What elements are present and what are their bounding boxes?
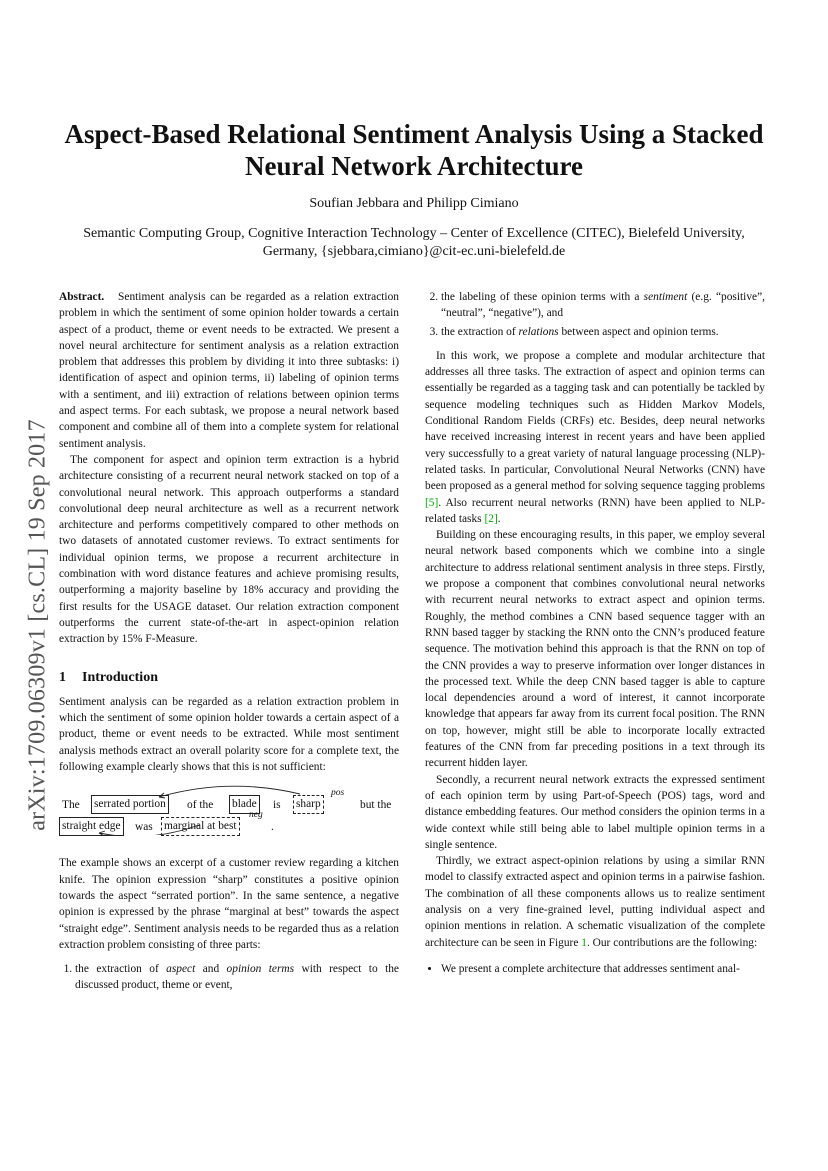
intro-paragraph-2: The example shows an excerpt of a customer review regarding a kitchen knife. The opinion expression “sharp” constitutes a positive opinion towards the aspect “serrated portion”. In the same sentence, a negative opinion is expressed by the phrase “marginal at best” towards the aspect “straight edge”. Sentiment analysis needs to be regarded thus as a relation extraction problem consisting of three parts: <box>59 857 399 951</box>
citation-2[interactable]: [2] <box>484 512 498 525</box>
ex-label-pos: pos <box>331 788 345 799</box>
ex-aspect-straight-edge: straight edge <box>59 817 124 835</box>
task-list-start <box>59 961 399 994</box>
left-column <box>59 289 399 996</box>
section-heading-introduction: 1 Introduction <box>59 669 158 685</box>
ex-aspect-blade: blade <box>229 795 260 813</box>
abstract-text-1: Sentiment analysis can be regarded as a relation extraction problem in which the sentiment of some opinion holder towards a certain aspect of a product, theme or event needs to be extracted. We present a novel neural architecture for sentiment analysis as a relation extraction problem that addresses this problem by dividing it into three subtasks: i) identification of aspect and opinion terms, ii) labeling of opinion terms with a sentiment, and iii) extraction of relations between opinion terms and aspect terms. For each subtask, we propose a neural network based component and combine all of them into a complete system for relational sentiment analysis. <box>59 291 399 450</box>
ex-word-was: was <box>135 821 153 834</box>
ex-label-neg: neg <box>249 810 263 821</box>
right-paragraph-3: Secondly, a recurrent neural network extracts the expressed sentiment of each opinion term by using Part-of-Speech (POS) tags, word and distance embedding features. Our method considers the opinion terms in a wide context while still being able to label multiple opinion terms in a single sentence. <box>425 773 765 851</box>
right-column <box>425 289 765 979</box>
task-list-item-3: 3. the extraction of relations between aspect and opinion terms. <box>441 324 765 340</box>
ex-period: . <box>271 821 274 834</box>
abstract-label: Abstract. <box>59 291 105 303</box>
ex-word-the: The <box>62 799 80 812</box>
ex-word-of-the: of the <box>187 799 214 812</box>
task-list-item-2: 2. the labeling of these opinion terms with a sentiment (e.g. “positive”, “neutral”, “negative”), and <box>441 289 765 322</box>
ex-opinion-marginal: marginal at best <box>161 817 240 835</box>
authors: Soufian Jebbara and Philipp Cimiano <box>309 196 519 211</box>
contribution-item-1: • We present a complete architecture that addresses sentiment anal- <box>441 961 765 977</box>
affiliation: Semantic Computing Group, Cognitive Interaction Technology – Center of Excellence (CITEC), Bielefeld University, Germany, {sjebbara,cimiano}@cit-ec.uni-bielefeld.de <box>83 226 745 259</box>
ex-word-but-the: but the <box>360 799 392 812</box>
arxiv-watermark: arXiv:1709.06309v1 [cs.CL] 19 Sep 2017 <box>24 419 50 831</box>
abstract-paragraph <box>59 289 399 452</box>
ex-aspect-serrated-portion: serrated portion <box>91 795 169 813</box>
abstract-text-2: The component for aspect and opinion term extraction is a hybrid architecture consisting of a recurrent neural network stacked on top of a convolutional neural network. This approach outperforms a standard convolutional deep neural architecture as well as a recurrent network architecture and performs competitively compared to other methods on two datasets of annotated customer reviews. To extract sentiments for individual opinion terms, we propose a recurrent architecture in combination with word distance features and achieve promising results, outperforming a majority baseline by 18% accuracy and providing the first results for the USAGE dataset. Our relation extraction component outperforms the current state-of-the-art in aspect-opinion relation extraction by 15% F-Measure. <box>59 453 399 646</box>
ex-opinion-sharp: sharp <box>293 795 324 813</box>
intro-paragraph-1: Sentiment analysis can be regarded as a relation extraction problem in which the sentiment of some opinion holder towards a certain aspect of a product, theme or event needs to be extracted. While most sentiment analysis methods extract an overall polarity score for a complete text, the following example clearly shows that this is not sufficient: <box>59 695 399 774</box>
ex-word-is: is <box>273 799 281 812</box>
paper-title: Aspect-Based Relational Sentiment Analysis Using a Stacked Neural Network Architecture <box>64 119 764 181</box>
task-list-continued <box>425 289 765 340</box>
task-list-item-1: 1. the extraction of aspect and opinion terms with respect to the discussed product, theme or event, <box>75 961 399 994</box>
right-paragraph-4: Thirdly, we extract aspect-opinion relations by using a similar RNN model to classify extracted aspect and opinion terms in a pairwise fashion. The combination of all these components allows us to realize sentiment analysis on a very fine-grained level, putting individual aspect and opinion mentions in relation. A schematic visualization of the complete architecture can be seen in Figure 1. Our contributions are the following: <box>425 855 765 949</box>
example-sentence <box>59 788 399 839</box>
figure-1-link[interactable]: 1 <box>581 936 587 949</box>
right-paragraph-1: In this work, we propose a complete and modular architecture that addresses all three tasks. The extraction of aspect and opinion terms can essentially be regarded as a tagging task and can potentially be tackled by sequence modeling techniques such as Hidden Markov Models, Conditional Random Fields (CRFs) etc. Besides, deep neural networks have received increasing interest in recent years and have been applied very successfully to a great variety of natural language processing (NLP)-related tasks. In particular, Convolutional Neural Networks (CNN) have been proposed as a general method for solving sequence tagging problems [5]. Also recurrent neural networks (RNN) have been applied to NLP-related tasks [2]. <box>425 349 765 525</box>
right-paragraph-2: Building on these encouraging results, in this paper, we employ several neural network based components which we combine into a single architecture to address relational sentiment analysis in three steps. Firstly, we propose a component that combines convolutional neural networks with recurrent neural networks to extract aspect and opinion terms. Roughly, the method combines a CNN based sequence tagger with an RNN based tagger by stacking the RNN onto the CNN’s produced feature sequence. The motivation behind this approach is that the RNN on top of the CNN provides a way to preserve information over longer distances in the processed text. While the deep CNN based tagger is able to capture local dependencies around a word of interest, it cannot incorporate knowledge that appears far away from its current focal position. The RNN on top, however, might still be able to incorporate locally extracted features of the CNN from far preceding positions in a text through its recurrent hidden layer. <box>425 529 765 770</box>
citation-5[interactable]: [5] <box>425 496 439 509</box>
contributions-list <box>425 961 765 977</box>
